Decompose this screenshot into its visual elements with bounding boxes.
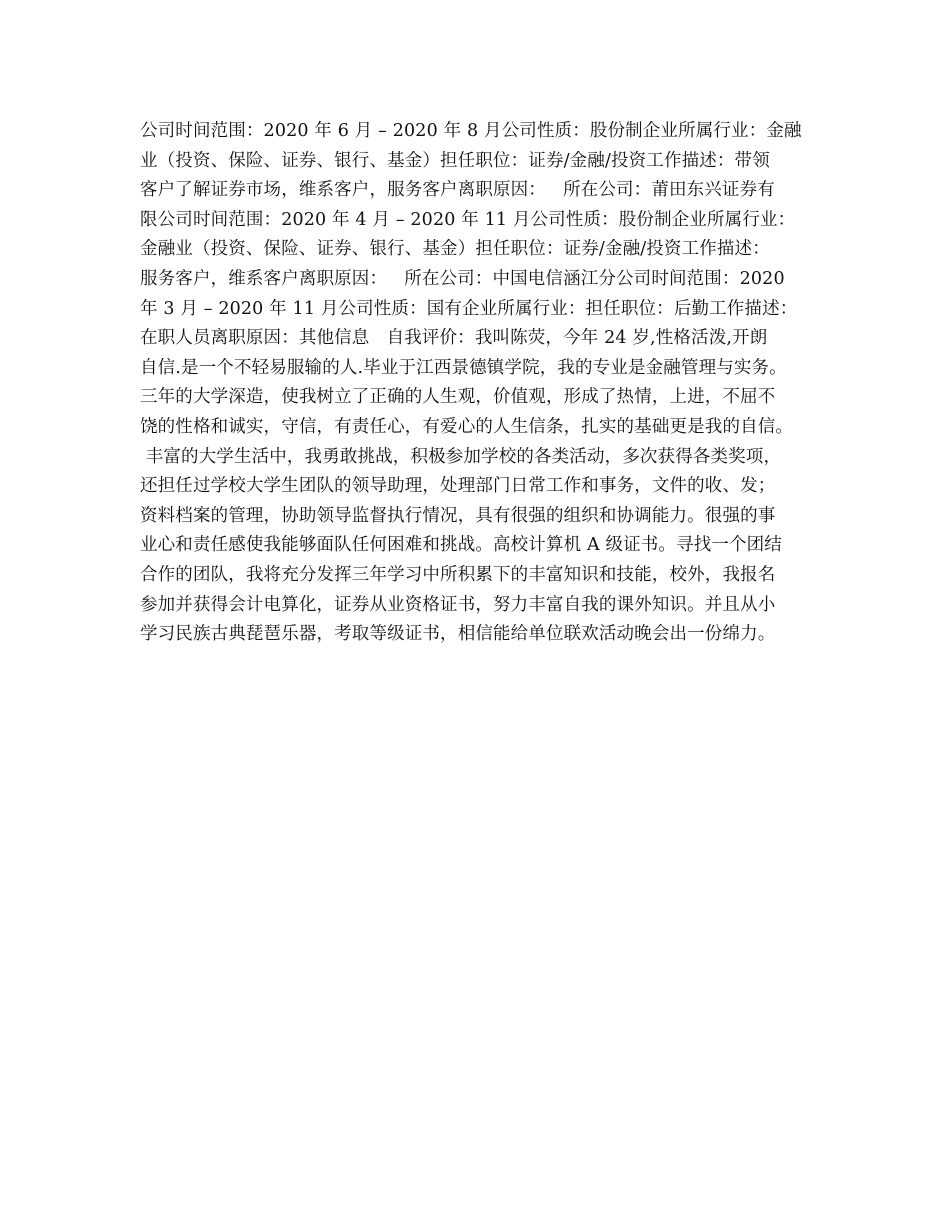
text-line: 自信.是一个不轻易服输的人.毕业于江西景德镇学院，我的专业是金融管理与实务。 bbox=[140, 357, 787, 378]
text-line: 限公司时间范围：2020 年 4 月 – 2020 年 11 月公司性质：股份制企业所属行业： bbox=[140, 209, 796, 230]
text-line: 学习民族古典琵琶乐器，考取等级证书，相信能给单位联欢活动晚会出一份绵力。 bbox=[140, 624, 776, 645]
text-line: 年 3 月 – 2020 年 11 月公司性质：国有企业所属行业：担任职位：后勤工作描述： bbox=[140, 298, 798, 319]
text-line: 还担任过学校大学生团队的领导助理，处理部门日常工作和事务，文件的收、发； bbox=[140, 476, 776, 497]
resume-text-block bbox=[140, 117, 830, 650]
text-line: 客户了解证券市场，维系客户，服务客户离职原因： 所在公司：莆田东兴证券有 bbox=[140, 180, 775, 201]
text-line: 公司时间范围：2020 年 6 月 – 2020 年 8 月公司性质：股份制企业所属行业：金融 bbox=[140, 121, 802, 141]
text-line: 三年的大学深造，使我树立了正确的人生观，价值观，形成了热情，上进，不屈不 bbox=[140, 387, 776, 408]
text-line: 业（投资、保险、证券、银行、基金）担任职位：证券/金融/投资工作描述：带领 bbox=[140, 150, 770, 171]
text-line: 合作的团队，我将充分发挥三年学习中所积累下的丰富知识和技能，校外，我报名 bbox=[140, 564, 776, 585]
text-line: 饶的性格和诚实，守信，有责任心，有爱心的人生信条，扎实的基础更是我的自信。 bbox=[140, 416, 794, 437]
text-line: 金融业（投资、保险、证券、银行、基金）担任职位：证券/金融/投资工作描述： bbox=[140, 239, 770, 260]
text-line: 服务客户，维系客户离职原因： 所在公司：中国电信涵江分公司时间范围：2020 bbox=[140, 268, 785, 289]
text-line: 资料档案的管理，协助领导监督执行情况，具有很强的组织和协调能力。很强的事 bbox=[140, 505, 776, 526]
text-line: 参加并获得会计电算化，证券从业资格证书，努力丰富自我的课外知识。并且从小 bbox=[140, 594, 776, 615]
text-line: 业心和责任感使我能够面队任何困难和挑战。高校计算机 A 级证书。寻找一个团结 bbox=[140, 535, 782, 556]
text-line: 丰富的大学生活中，我勇敢挑战，积极参加学校的各类活动，多次获得各类奖项， bbox=[140, 446, 782, 467]
text-line: 在职人员离职原因：其他信息 自我评价：我叫陈荧，今年 24 岁,性格活泼,开朗 bbox=[140, 328, 768, 349]
